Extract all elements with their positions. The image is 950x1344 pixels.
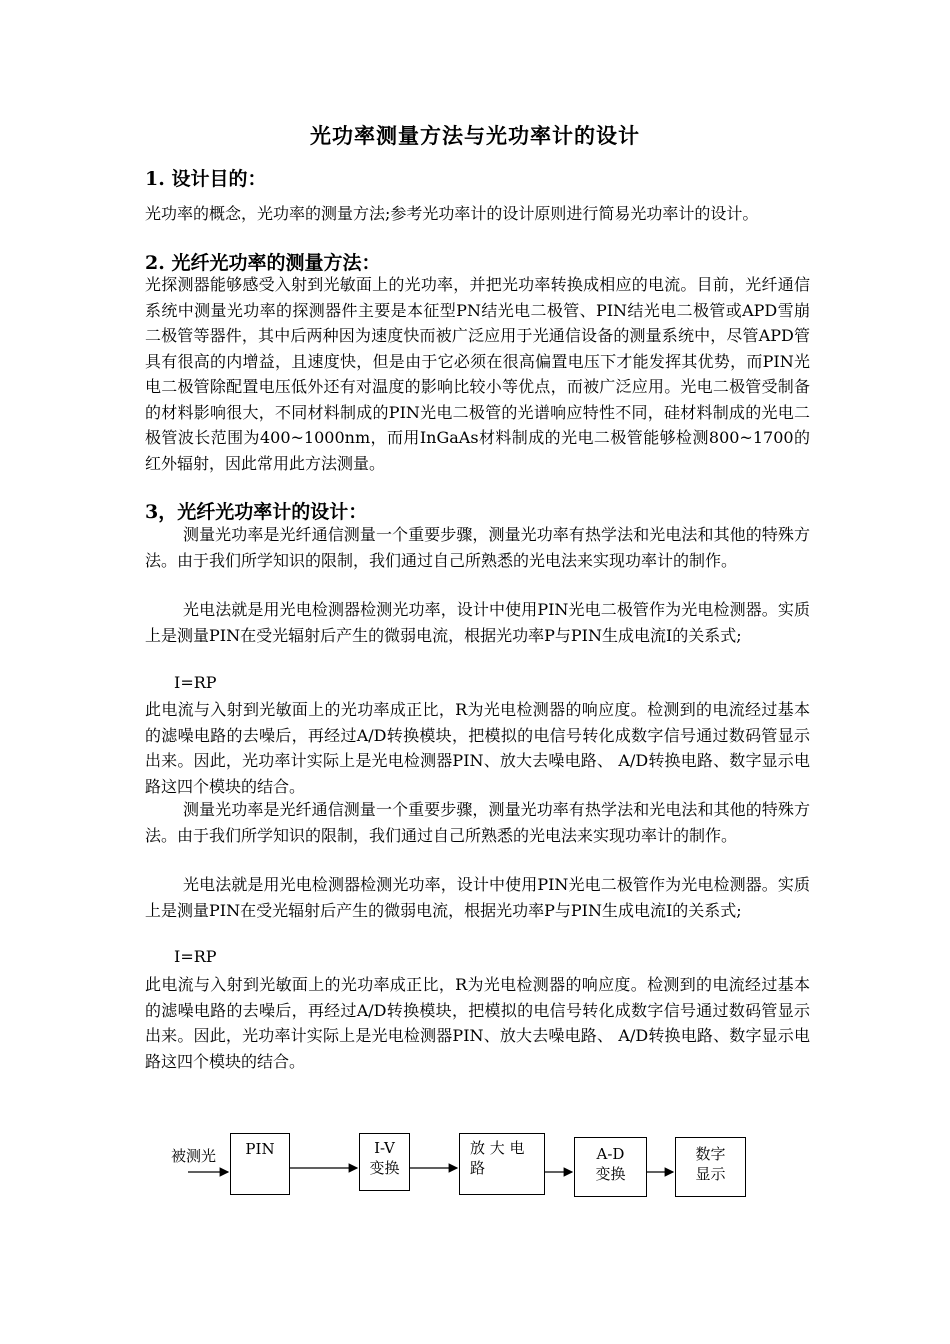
block-display-line1: 数字 [695, 1145, 726, 1163]
section-1-text: 光功率的概念，光功率的测量方法;参考光功率计的设计原则进行简易光功率计的设计。 [145, 204, 759, 223]
block-diagram [160, 1125, 780, 1235]
input-light-label: 被测光 [171, 1147, 217, 1165]
block-pin-line1: PIN [245, 1140, 275, 1158]
section-3-paragraph-3: 此电流与入射到光敏面上的光功率成正比，R为光电检测器的响应度。检测到的电流经过基本的滤噪电路的去噪后，再经过A/D转换模块，把模拟的电信号转化成数字信号通过数码管显示出来。因此，光功率计实际上是光电检测器PIN、放大去噪电路、 A/D转换电路、数字显示电路这四个模块的结合。 [145, 700, 810, 796]
section-1-heading: 1. 设计目的： [145, 168, 267, 190]
block-amplifier-line1: 放 大 电 [470, 1139, 525, 1157]
section-3-paragraph-4: 测量光功率是光纤通信测量一个重要步骤，测量光功率有热学法和光电法和其他的特殊方法。由于我们所学知识的限制，我们通过自己所熟悉的光电法来实现功率计的制作。 [145, 800, 810, 845]
section-2-heading: 2. 光纤光功率的测量方法： [145, 252, 381, 274]
block-display-line2: 显示 [695, 1165, 726, 1183]
section-3-paragraph-5: 光电法就是用光电检测器检测光功率，设计中使用PIN光电二极管作为光电检测器。实质上是测量PIN在受光辐射后产生的微弱电流，根据光功率P与PIN生成电流I的关系式; [145, 875, 810, 920]
section-3-paragraph-2: 光电法就是用光电检测器检测光功率，设计中使用PIN光电二极管作为光电检测器。实质上是测量PIN在受光辐射后产生的微弱电流，根据光功率P与PIN生成电流I的关系式; [145, 600, 810, 645]
document-title: 光功率测量方法与光功率计的设计 [310, 123, 640, 148]
section-3-heading: 3，光纤光功率计的设计： [145, 501, 368, 523]
block-ad-line1: A-D [596, 1145, 625, 1163]
block-iv-line1: I-V [374, 1139, 395, 1157]
section-2-text: 光探测器能够感受入射到光敏面上的光功率，并把光功率转换成相应的电流。目前，光纤通信系统中测量光功率的探测器件主要是本征型PN结光电二极管、PIN结光电二极管或APD雪崩二极管等器件，其中后两种因为速度快而被广泛应用于光通信设备的测量系统中，尽管APD管具有很高的内增益，且速度快，但是由于它必须在很高偏置电压下才能发挥其优势，而PIN光电二极管除配置电压低外还有对温度的影响比较小等优点，而被广泛应用。光电二极管受制备的材料影响很大，不同材料制成的PIN光电二极管的光谱响应特性不同，硅材料制成的光电二极管波长范围为400~1000nm，而用InGaAs材料制成的光电二极管能够检测800~1700的红外辐射，因此常用此方法测量。 [145, 275, 810, 473]
formula-repeat: I=RP [174, 947, 217, 966]
block-ad-converter [574, 1137, 647, 1197]
block-pin [230, 1133, 290, 1195]
block-iv-converter [359, 1133, 410, 1191]
block-ad-line2: 变换 [595, 1165, 626, 1183]
block-digital-display [675, 1137, 746, 1197]
section-3-paragraph-6: 此电流与入射到光敏面上的光功率成正比，R为光电检测器的响应度。检测到的电流经过基本的滤噪电路的去噪后，再经过A/D转换模块，把模拟的电信号转化成数字信号通过数码管显示出来。因此，光功率计实际上是光电检测器PIN、放大去噪电路、 A/D转换电路、数字显示电路这四个模块的结合。 [145, 975, 810, 1071]
block-amplifier-line2: 路 [470, 1159, 486, 1177]
block-amplifier [459, 1133, 545, 1195]
section-3-paragraph-1: 测量光功率是光纤通信测量一个重要步骤，测量光功率有热学法和光电法和其他的特殊方法。由于我们所学知识的限制，我们通过自己所熟悉的光电法来实现功率计的制作。 [145, 525, 810, 570]
formula: I=RP [174, 673, 217, 692]
block-iv-line2: 变换 [369, 1159, 400, 1177]
